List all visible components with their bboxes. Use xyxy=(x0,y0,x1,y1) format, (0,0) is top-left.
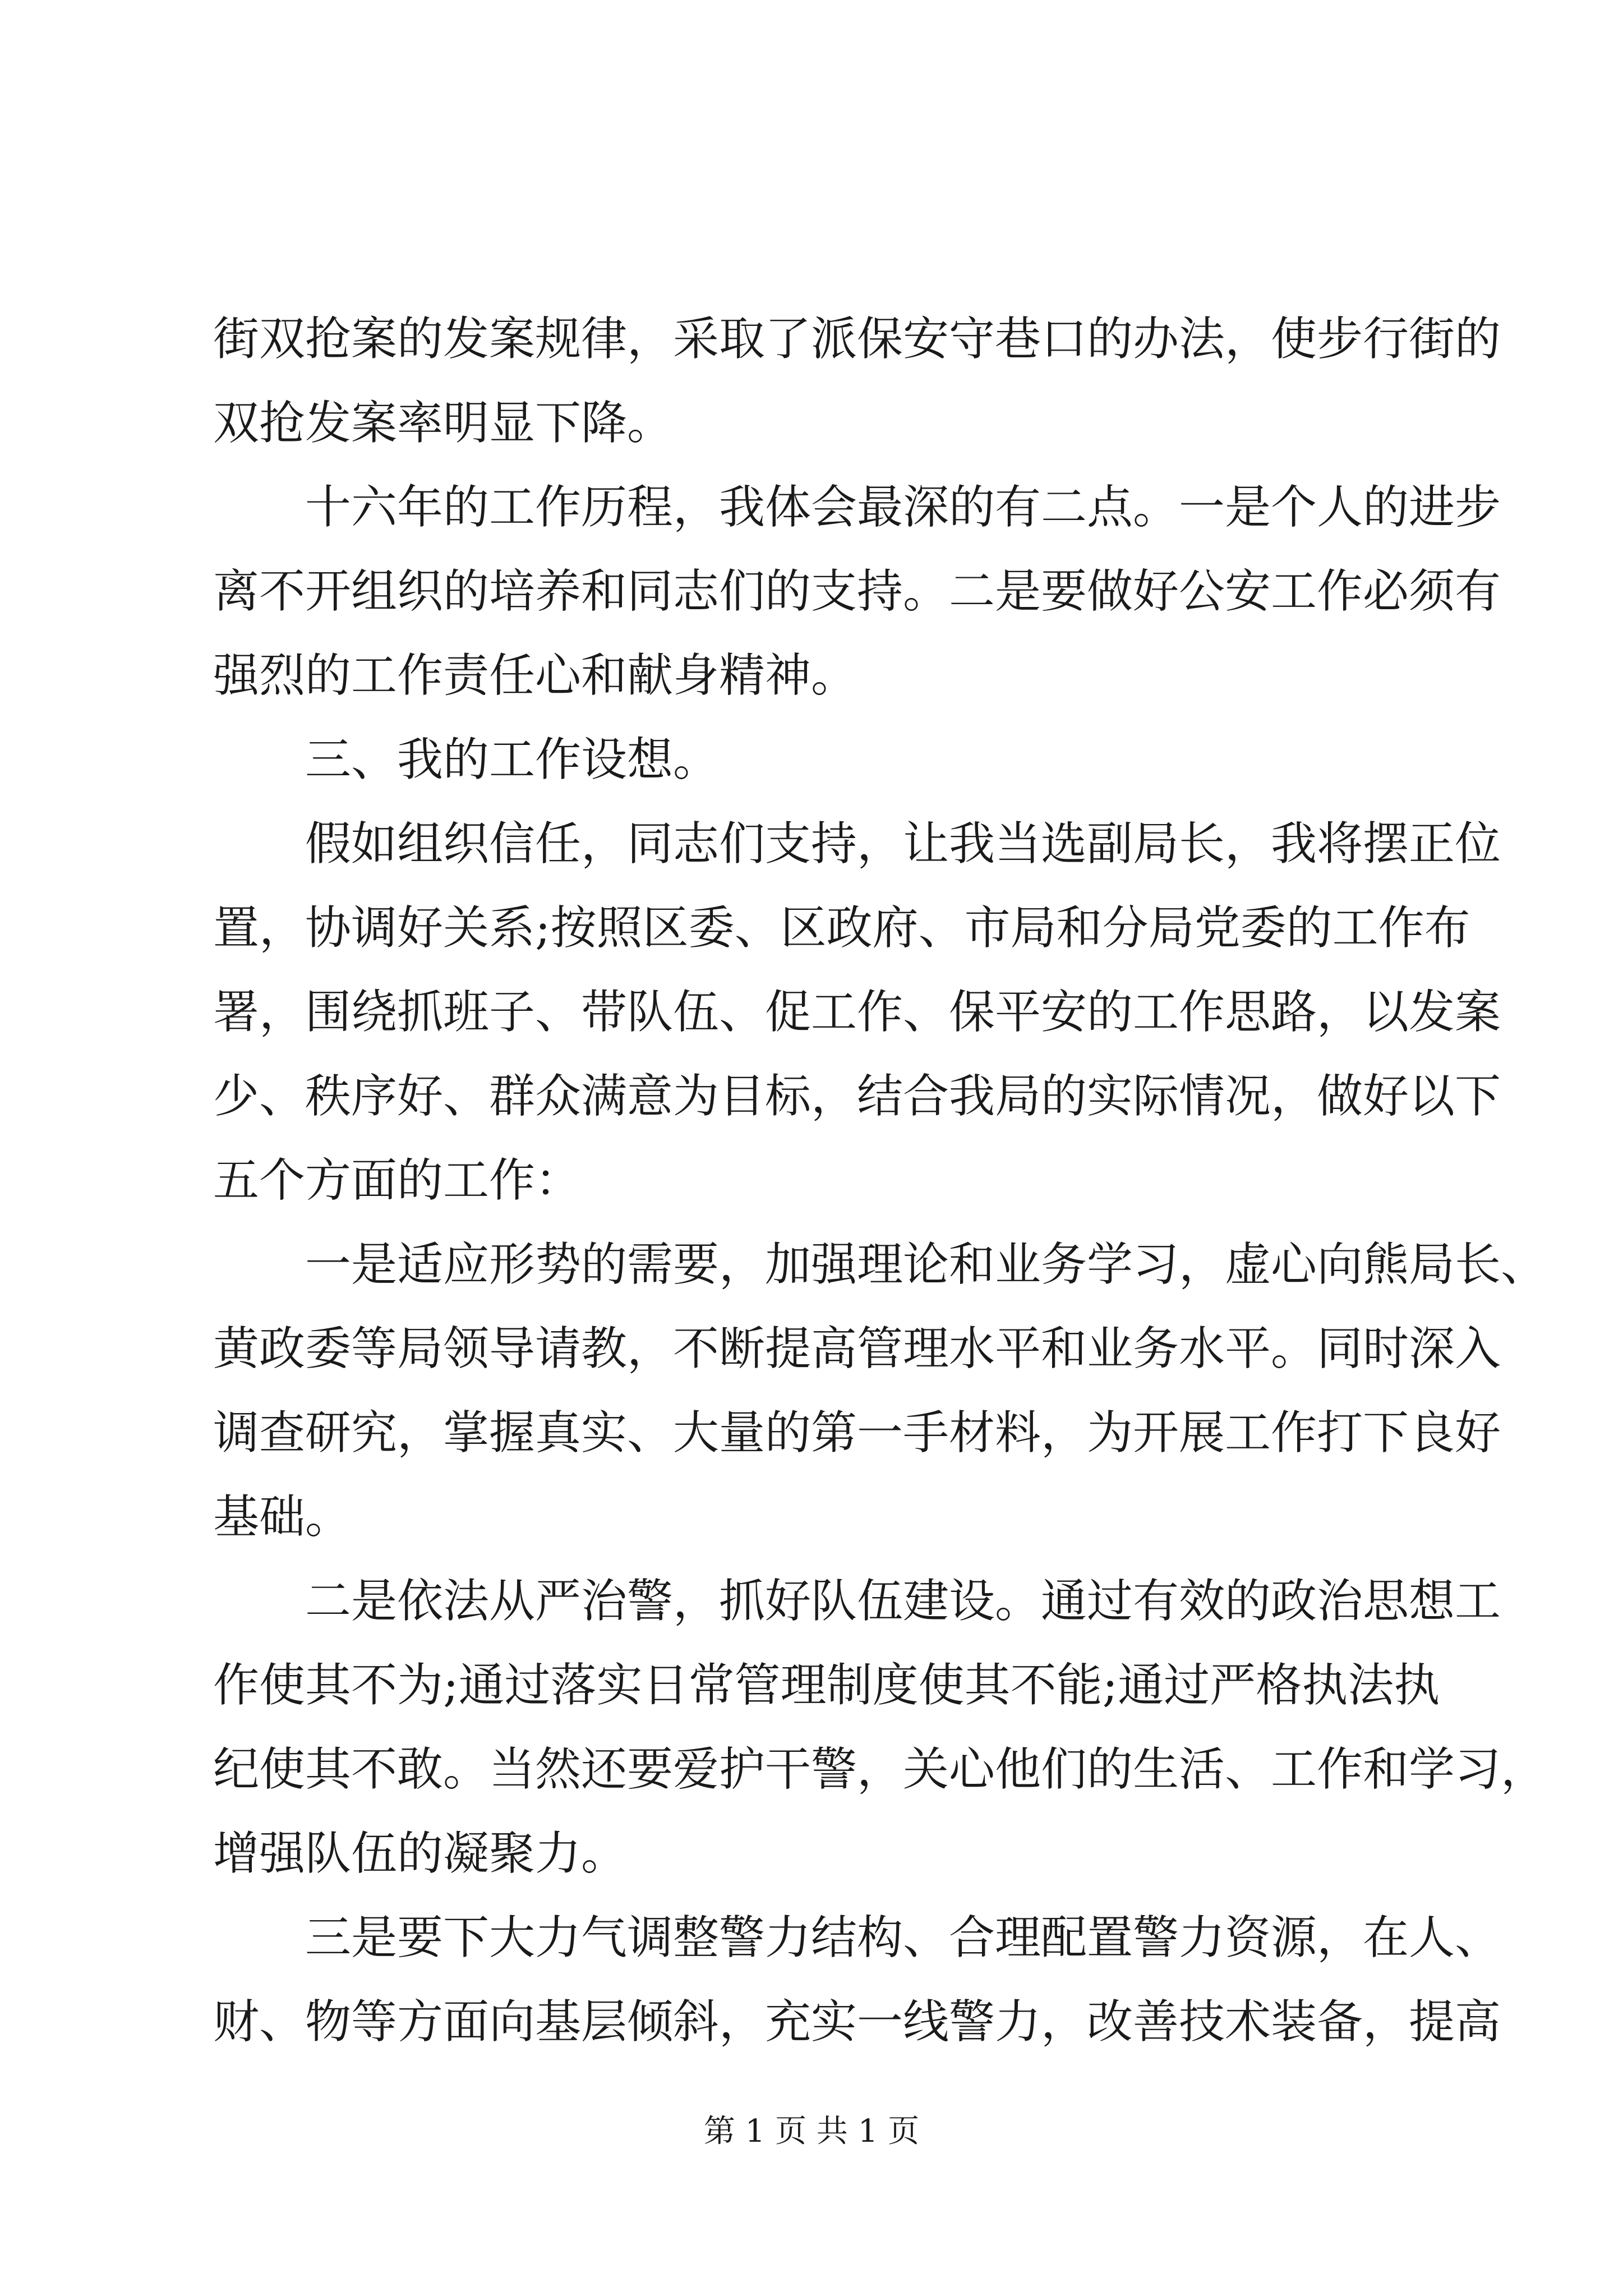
text-line: 一是适应形势的需要，加强理论和业务学习，虚心向熊局长、 xyxy=(305,1238,1547,1291)
text-line: 离不开组织的培养和同志们的支持。二是要做好公安工作必须有 xyxy=(213,565,1501,618)
text-line: 财、物等方面向基层倾斜，充实一线警力，改善技术装备，提高 xyxy=(213,1995,1501,2049)
text-line: 假如组织信任，同志们支持，让我当选副局长，我将摆正位 xyxy=(305,817,1501,871)
text-line: 街双抢案的发案规律，采取了派保安守巷口的办法，使步行街的 xyxy=(213,312,1501,366)
text-line: 二是依法从严治警，抓好队伍建设。通过有效的政治思想工 xyxy=(305,1575,1501,1628)
text-line: 基础。 xyxy=(213,1490,352,1544)
text-line: 三、我的工作设想。 xyxy=(305,733,720,786)
text-line: 黄政委等局领导请教，不断提高管理水平和业务水平。同时深入 xyxy=(213,1322,1501,1375)
document-body xyxy=(213,297,1547,2064)
text-line: 强烈的工作责任心和献身精神。 xyxy=(213,649,857,702)
page-number-footer: 第 1 页 共 1 页 xyxy=(703,2113,920,2150)
text-line: 纪使其不敢。当然还要爱护干警，关心他们的生活、工作和学习， xyxy=(213,1743,1547,1796)
text-line: 三是要下大力气调整警力结构、合理配置警力资源，在人、 xyxy=(305,1911,1501,1964)
text-line: 五个方面的工作： xyxy=(213,1154,582,1207)
text-line: 十六年的工作历程，我体会最深的有二点。一是个人的进步 xyxy=(305,481,1501,534)
text-line: 置，协调好关系;按照区委、区政府、市局和分局党委的工作布 xyxy=(213,901,1470,955)
text-line: 少、秩序好、群众满意为目标，结合我局的实际情况，做好以下 xyxy=(213,1070,1501,1123)
text-line: 双抢发案率明显下降。 xyxy=(213,397,674,450)
text-line: 作使其不为;通过落实日常管理制度使其不能;通过严格执法执 xyxy=(213,1659,1440,1712)
text-line: 增强队伍的凝聚力。 xyxy=(213,1827,628,1880)
text-line: 署，围绕抓班子、带队伍、促工作、保平安的工作思路，以发案 xyxy=(213,986,1501,1039)
text-line: 调查研究，掌握真实、大量的第一手材料，为开展工作打下良好 xyxy=(213,1406,1501,1460)
